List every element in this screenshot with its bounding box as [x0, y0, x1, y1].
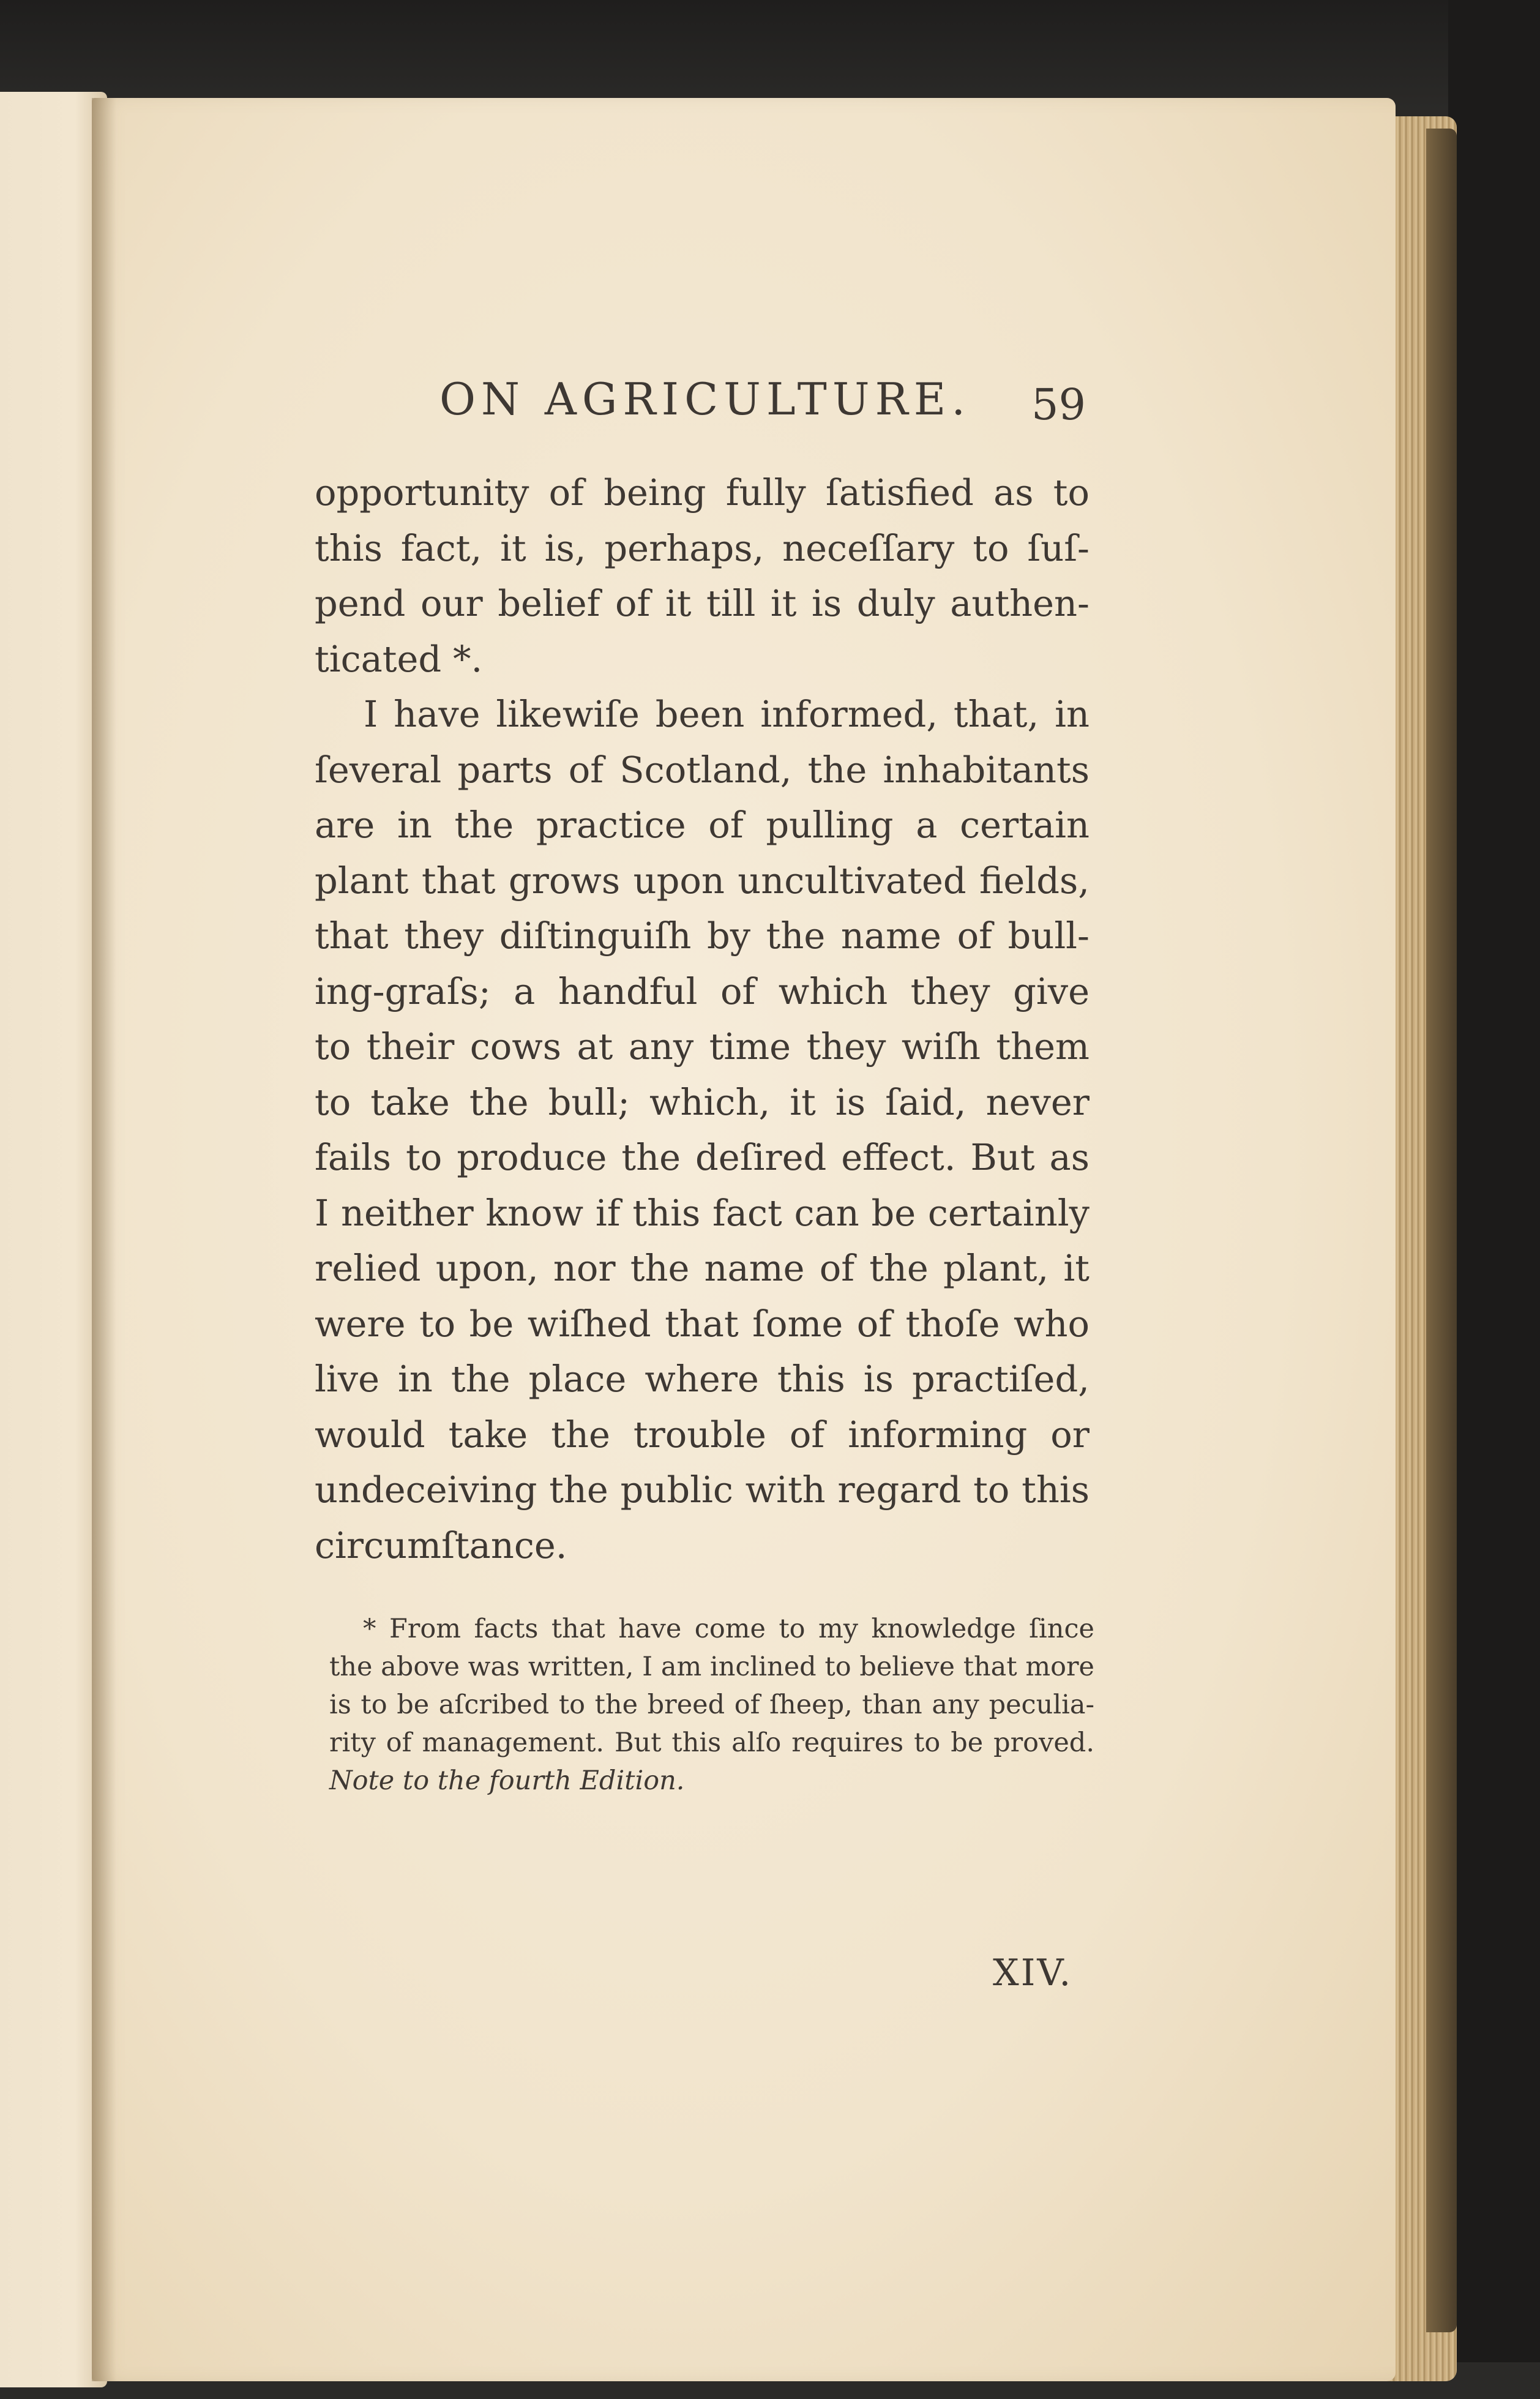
body-line: plant that grows upon uncultivated fields, [315, 859, 1090, 902]
catchword: XIV. [993, 1952, 1073, 1994]
body-line: that they diſtinguiſh by the name of bull- [315, 915, 1090, 957]
footnote-line: * From facts that have come to my knowledge ſince [363, 1614, 1094, 1644]
running-title: ON AGRICULTURE. [439, 373, 971, 425]
body-line: to take the bull; which, it is ſaid, never [315, 1080, 1090, 1123]
body-text [315, 465, 1090, 1573]
body-line: ticated *. [315, 637, 483, 680]
footnote-line: is to be aſcribed to the breed of ſheep, than any peculia- [329, 1690, 1094, 1720]
body-line: ing-graſs; a handful of which they give [315, 970, 1090, 1012]
body-line: were to be wiſhed that ſome of thoſe who [315, 1302, 1090, 1345]
footnote-line: the above was written, I am inclined to believe that more [329, 1652, 1094, 1682]
body-line: undeceiving the public with regard to this [315, 1469, 1090, 1511]
footnote-line: rity of management. But this alſo requires to be proved. [329, 1727, 1094, 1758]
body-line: to their cows at any time they wiſh them [315, 1025, 1090, 1068]
body-line: I neither know if this fact can be certainly [315, 1191, 1090, 1234]
body-line: are in the practice of pulling a certain [315, 804, 1090, 846]
running-head [428, 367, 1255, 435]
body-line: I have likewiſe been informed, that, in [364, 693, 1090, 735]
body-line: circumſtance. [315, 1524, 567, 1566]
body-line: ſeveral parts of Scotland, the inhabitants [315, 748, 1090, 791]
body-line: fails to produce the deſired effect. But as [315, 1136, 1090, 1178]
footnote [329, 1610, 1094, 1800]
page-number: 59 [1031, 380, 1086, 430]
body-line: pend our belief of it till it is duly authen- [315, 582, 1090, 624]
body-line: this fact, it is, perhaps, neceſſary to ſuſ- [315, 526, 1090, 569]
body-line: relied upon, nor the name of the plant, it [315, 1247, 1090, 1289]
body-line: would take the trouble of informing or [315, 1413, 1090, 1456]
body-line: live in the place where this is practiſed, [315, 1358, 1090, 1400]
body-line: opportunity of being fully ſatisfied as to [315, 471, 1090, 514]
footnote-note: Note to the fourth Edition. [329, 1765, 685, 1796]
